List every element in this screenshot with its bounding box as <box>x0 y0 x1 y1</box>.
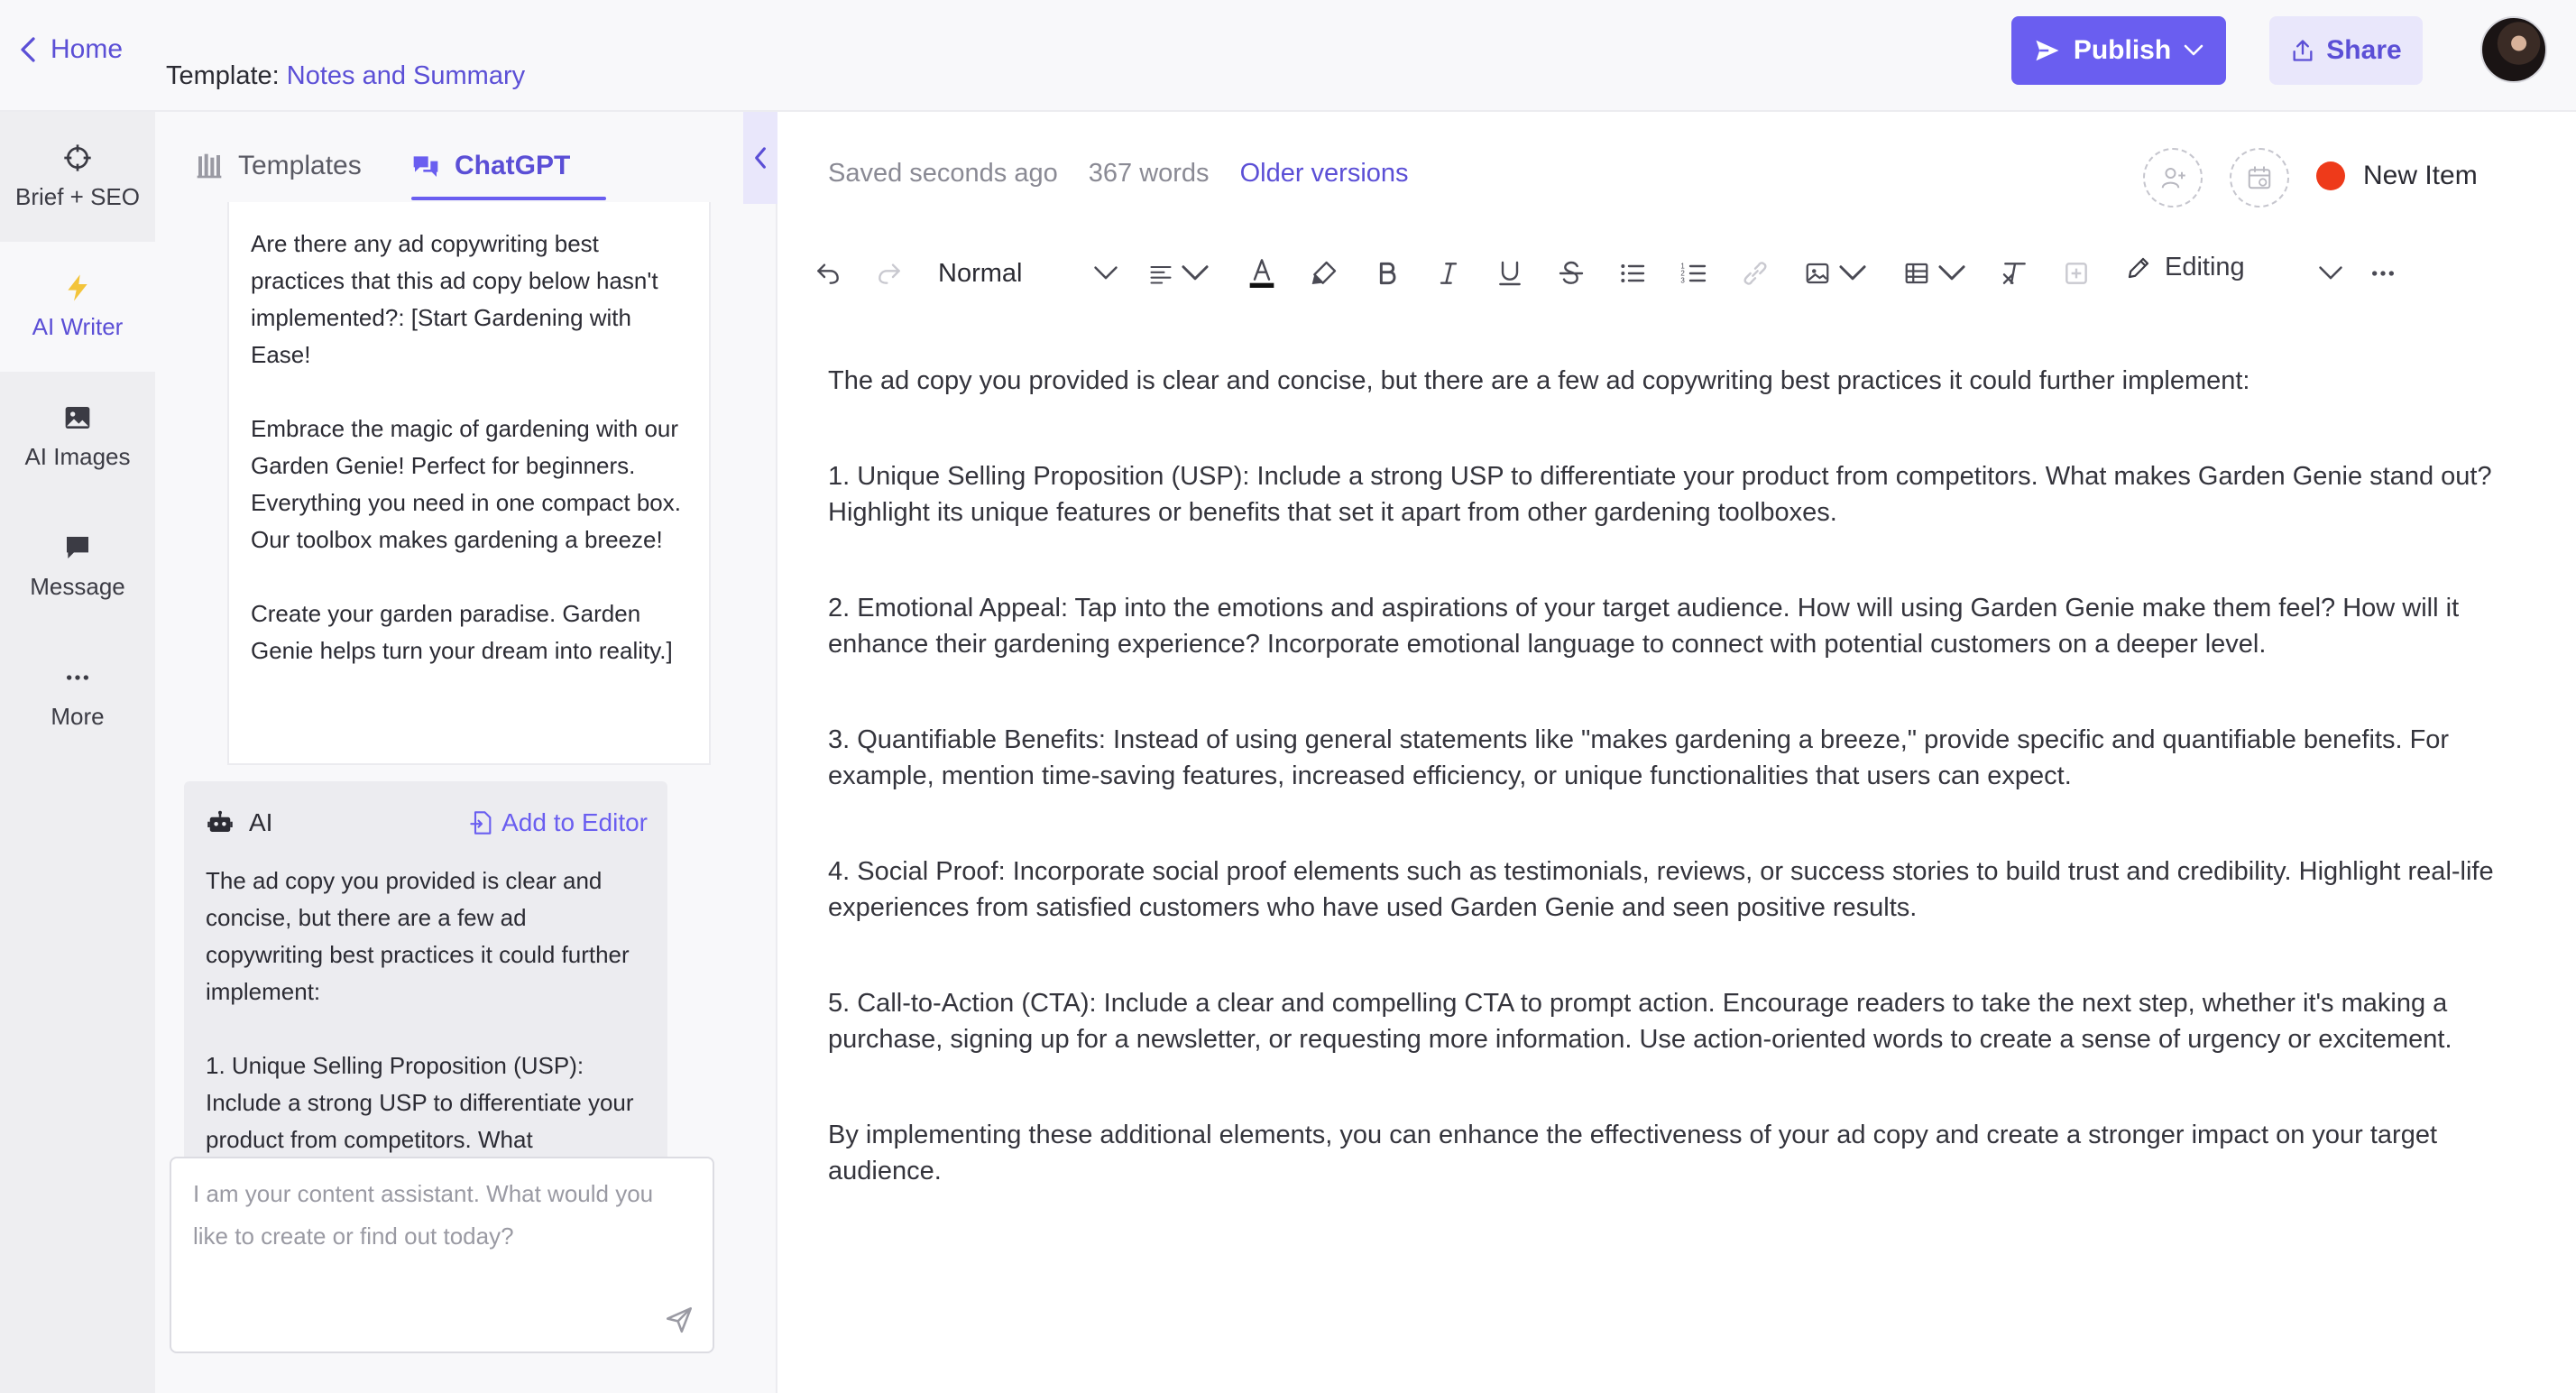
more-icon <box>2369 259 2397 288</box>
clear-format-button[interactable] <box>1999 253 2031 294</box>
link-button[interactable] <box>1739 253 1771 294</box>
share-button[interactable] <box>2269 16 2423 85</box>
numbered-list-icon <box>1679 259 1708 288</box>
text-style-value: Normal <box>938 258 1023 288</box>
document-paragraph: 1. Unique Selling Proposition (USP): Include a strong USP to differentiate your product from competitors. What makes Garden Genie stand out? Highlight its unique features or benefits that set it apart from other gardening toolboxes. <box>828 462 2492 527</box>
svg-text:2: 2 <box>1680 269 1685 278</box>
rail-item-brief-seo[interactable] <box>0 112 155 242</box>
collapse-panel-button[interactable] <box>743 112 777 204</box>
editing-mode-dropdown[interactable] <box>2318 253 2343 294</box>
schedule-button[interactable] <box>2230 148 2289 208</box>
underline-button[interactable] <box>1494 253 1526 294</box>
chevron-left-icon <box>18 36 38 63</box>
ai-label: AI <box>249 808 273 836</box>
template-name[interactable]: Notes and Summary <box>286 61 526 90</box>
add-document-icon <box>469 810 494 835</box>
svg-text:1: 1 <box>1680 262 1685 271</box>
ai-message-header <box>206 803 648 843</box>
more-options-button[interactable] <box>2367 253 2399 294</box>
item-status[interactable] <box>2316 161 2478 191</box>
chevron-down-icon <box>1181 259 1210 288</box>
highlight-button[interactable] <box>1306 253 1342 294</box>
add-to-editor-button[interactable] <box>469 808 648 837</box>
more-icon <box>63 663 92 692</box>
active-tab-indicator <box>411 197 606 200</box>
template-label <box>166 61 525 91</box>
image-icon <box>1804 259 1831 288</box>
table-icon <box>1903 259 1930 288</box>
rail-item-label: Brief + SEO <box>15 182 140 210</box>
user-message-paragraph: Create your garden paradise. Garden Genie helps turn your dream into reality.] <box>251 600 673 664</box>
ai-message-body <box>206 863 648 1158</box>
user-avatar[interactable] <box>2480 16 2547 83</box>
chevron-down-icon <box>1937 259 1966 288</box>
rail-item-label: More <box>51 702 105 730</box>
send-message-icon[interactable] <box>664 1305 695 1335</box>
document-paragraph: 2. Emotional Appeal: Tap into the emotions and aspirations of your target audience. How will using Garden Genie make them feel? How will it enhance their gardening experience? Incorporate emotional language to connect with potential customers on a deeper level. <box>828 594 2460 659</box>
share-label: Share <box>2326 35 2402 65</box>
document-paragraph: By implementing these additional elements, you can enhance the effectiveness of your ad copy and create a stronger impact on your target audience. <box>828 1121 2438 1185</box>
document-paragraph: 4. Social Proof: Incorporate social proof elements such as testimonials, reviews, or success stories to build trust and credibility. Highlight real-life experiences from satisfied customers who have used Garden Genie and seen positive results. <box>828 857 2494 922</box>
rail-item-label: AI Images <box>24 442 131 470</box>
document-content[interactable] <box>828 363 2506 1249</box>
bold-icon <box>1373 259 1402 288</box>
text-color-button[interactable] <box>1243 253 1281 294</box>
templates-icon <box>195 152 224 180</box>
user-message <box>227 202 711 765</box>
add-block-icon <box>2062 259 2091 288</box>
robot-icon <box>206 809 235 836</box>
bold-button[interactable] <box>1371 253 1403 294</box>
chevron-left-icon <box>753 146 768 170</box>
redo-button[interactable] <box>873 253 906 294</box>
message-icon <box>63 533 92 562</box>
editor-toolbar <box>812 242 2399 305</box>
upload-icon <box>2290 37 2315 64</box>
rail-item-label: AI Writer <box>32 312 124 340</box>
send-icon <box>2034 37 2061 64</box>
editing-mode-select[interactable] <box>2125 253 2245 282</box>
tab-label: Templates <box>238 151 362 180</box>
user-message-paragraph: Embrace the magic of gardening with our Garden Genie! Perfect for beginners. Everything you need in one compact box. Our toolbox makes gardening a breeze! <box>251 415 681 553</box>
bullet-list-button[interactable] <box>1616 253 1649 294</box>
align-button[interactable] <box>1147 253 1210 294</box>
highlighter-icon <box>1310 259 1339 288</box>
home-label: Home <box>51 34 124 64</box>
new-item-label: New Item <box>2363 161 2478 190</box>
text-style-dropdown[interactable] <box>1093 253 1118 294</box>
insert-block-button[interactable] <box>2060 253 2093 294</box>
rail-item-ai-writer[interactable] <box>0 242 155 372</box>
tab-templates[interactable] <box>195 139 362 193</box>
undo-button[interactable] <box>812 253 844 294</box>
chevron-down-icon <box>1838 259 1867 288</box>
document-paragraph: 5. Call-to-Action (CTA): Include a clear and compelling CTA to prompt action. Encourage readers to take the next step, whether it's making a purchase, signing up for a newsletter, or requesting more information. Use action-oriented words to create a sense of urgency or excitement. <box>828 989 2452 1054</box>
italic-button[interactable] <box>1432 253 1465 294</box>
rail-item-label: Message <box>30 572 125 600</box>
pencil-icon <box>2125 254 2152 281</box>
chevron-down-icon <box>2184 44 2203 57</box>
text-style-select[interactable] <box>938 251 1032 296</box>
left-icon-rail <box>0 112 155 1393</box>
link-icon <box>1741 259 1770 288</box>
rail-item-more[interactable] <box>0 632 155 761</box>
redo-icon <box>875 259 904 288</box>
insert-image-button[interactable] <box>1800 253 1871 294</box>
crosshair-icon <box>63 143 92 172</box>
document-paragraph: The ad copy you provided is clear and concise, but there are a few ad copywriting best practices it could further implement: <box>828 366 2250 395</box>
add-collaborator-button[interactable] <box>2143 148 2203 208</box>
lightning-icon <box>63 273 92 302</box>
chevron-down-icon <box>2318 259 2343 288</box>
undo-icon <box>814 259 842 288</box>
tab-label: ChatGPT <box>455 151 571 180</box>
publish-button[interactable] <box>2011 16 2226 85</box>
text-color-icon <box>1247 257 1276 290</box>
word-count: 367 words <box>1088 159 1210 188</box>
italic-icon <box>1434 259 1463 288</box>
chat-input-box <box>170 1157 714 1353</box>
chat-panel <box>155 112 777 1393</box>
add-to-editor-label: Add to Editor <box>501 808 648 836</box>
strikethrough-button[interactable] <box>1555 253 1587 294</box>
chat-input[interactable] <box>193 1173 691 1290</box>
status-dot <box>2316 161 2345 190</box>
rail-item-ai-images[interactable] <box>0 372 155 502</box>
document-meta <box>828 159 1409 189</box>
editing-mode-value: Editing <box>2165 253 2245 281</box>
svg-text:3: 3 <box>1680 276 1685 285</box>
template-prefix: Template: <box>166 61 280 90</box>
ai-message-paragraph: The ad copy you provided is clear and concise, but there are a few ad copywriting best practices it could further implement: <box>206 867 630 1005</box>
image-icon <box>63 403 92 432</box>
underline-icon <box>1495 259 1524 288</box>
chevron-down-icon <box>1093 259 1118 288</box>
align-left-icon <box>1148 259 1173 288</box>
ai-message-paragraph: 1. Unique Selling Proposition (USP): Include a strong USP to differentiate your product from competitors. What <box>206 1052 634 1153</box>
user-message-paragraph: Are there any ad copywriting best practices that this ad copy below hasn't implemented?: [Start Gardening with Ease! <box>251 230 658 368</box>
strikethrough-icon <box>1557 259 1586 288</box>
tab-chatgpt[interactable] <box>411 139 570 193</box>
older-versions-link[interactable]: Older versions <box>1239 159 1409 188</box>
numbered-list-button[interactable] <box>1678 253 1710 294</box>
rail-item-message[interactable] <box>0 502 155 632</box>
clear-format-icon <box>2001 259 2029 288</box>
document-paragraph: 3. Quantifiable Benefits: Instead of using general statements like "makes gardening a breeze," provide specific and quantifiable benefits. For example, mention time-saving features, increased efficiency, or unique functionalities that users can expect. <box>828 725 2450 790</box>
calendar-icon <box>2246 164 2273 191</box>
chat-icon <box>411 152 440 180</box>
home-link[interactable] <box>18 34 123 65</box>
insert-table-button[interactable] <box>1900 253 1970 294</box>
chat-tabs <box>155 112 777 200</box>
bullet-list-icon <box>1618 259 1647 288</box>
saved-status: Saved seconds ago <box>828 159 1058 188</box>
add-user-icon <box>2159 164 2186 191</box>
top-bar <box>0 0 2576 112</box>
publish-label: Publish <box>2073 35 2172 65</box>
